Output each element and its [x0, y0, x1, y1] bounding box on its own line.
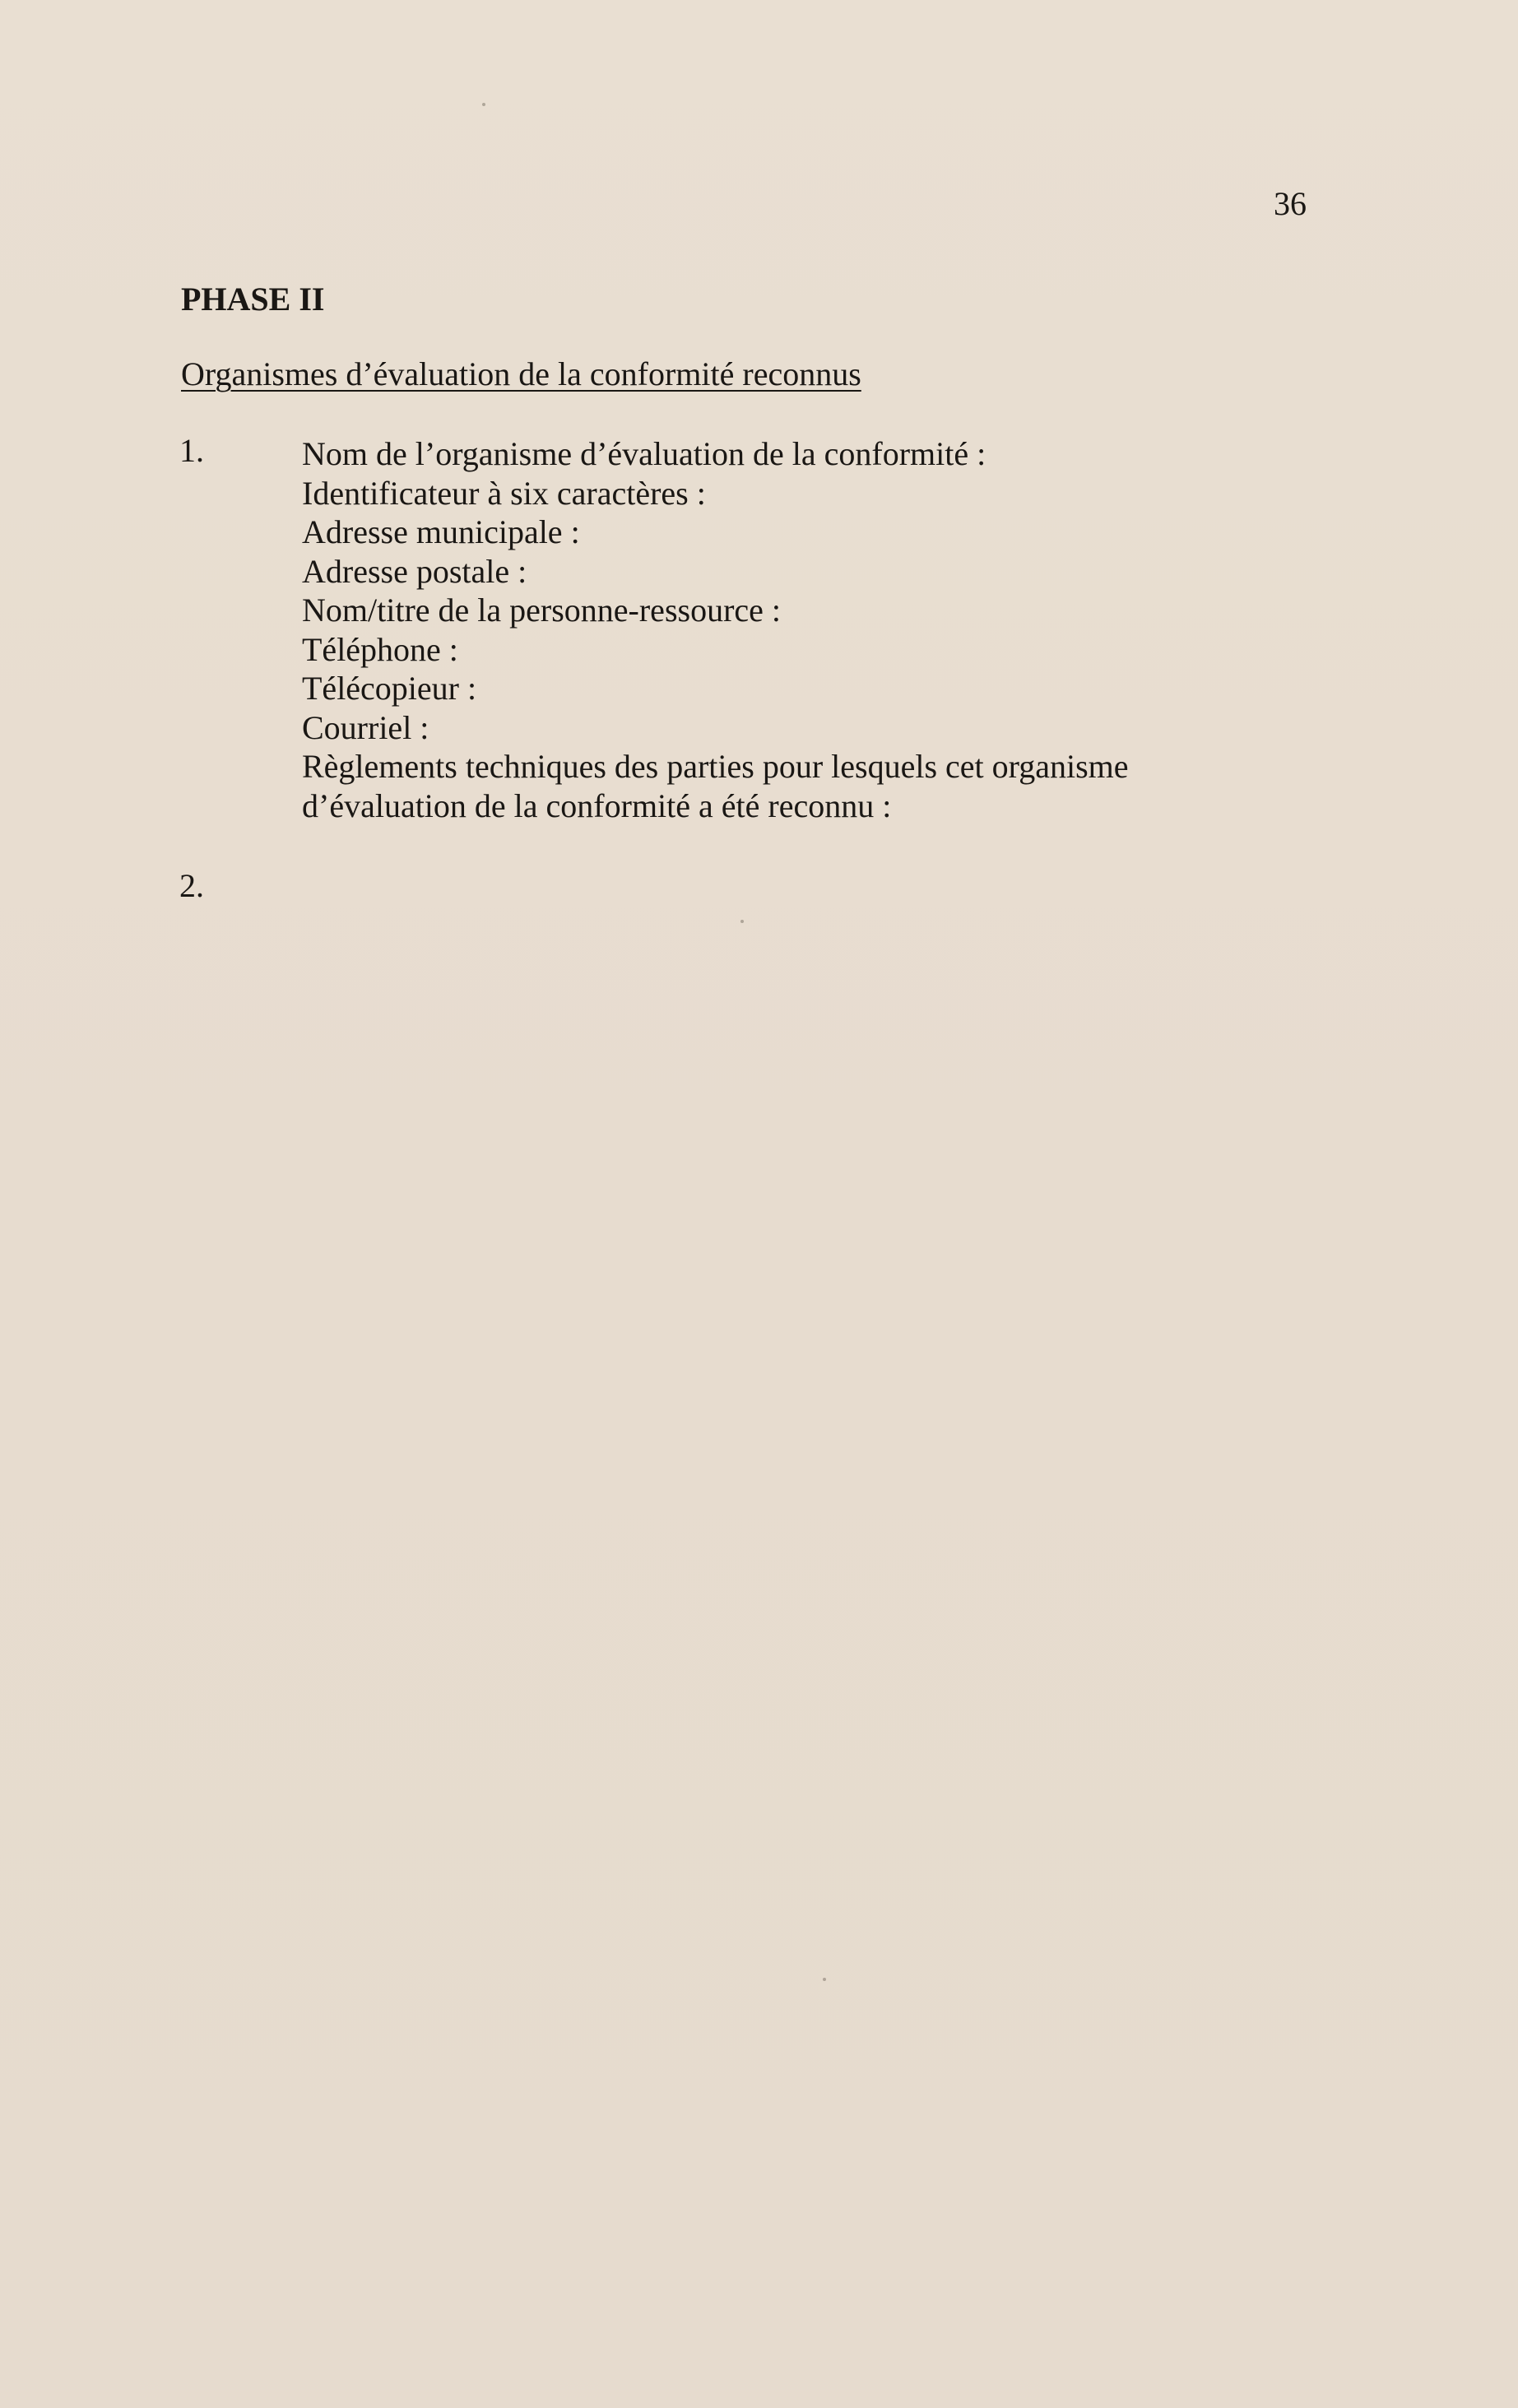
- section-heading: Organismes d’évaluation de la conformité reconnus: [181, 355, 861, 392]
- item-number-2: 2.: [179, 867, 204, 904]
- field-organization-name: Nom de l’organisme d’évaluation de la conformité :: [302, 435, 986, 472]
- field-municipal-address: Adresse municipale :: [302, 513, 580, 550]
- field-postal-address: Adresse postale :: [302, 552, 527, 590]
- field-technical-regulations: Règlements techniques des parties pour lesquels cet organisme d’évaluation de la conformité a été reconnu :: [302, 748, 1129, 824]
- field-contact-name-title: Nom/titre de la personne-ressource :: [302, 592, 782, 629]
- field-six-character-identifier: Identificateur à six caractères :: [302, 474, 706, 512]
- page-number: 36: [1274, 185, 1307, 222]
- field-fax: Télécopieur :: [302, 670, 477, 707]
- scan-speck: [482, 103, 485, 106]
- field-email: Courriel :: [302, 708, 429, 746]
- phase-title: PHASE II: [181, 281, 325, 318]
- scan-speck: [740, 920, 744, 923]
- item-number-1: 1.: [179, 432, 204, 469]
- field-list: [302, 434, 1256, 825]
- scan-speck: [823, 1978, 826, 1981]
- field-telephone: Téléphone :: [302, 630, 458, 668]
